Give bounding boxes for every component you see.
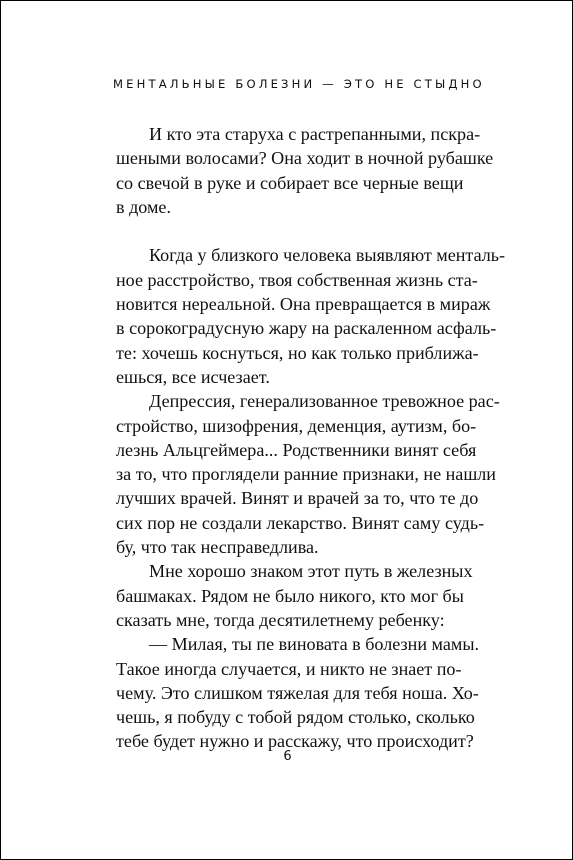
text-line: те: хочешь коснуться, но как только приближа- bbox=[116, 342, 479, 363]
page-number: 6 bbox=[283, 749, 292, 764]
running-header: МЕНТАЛЬНЫЕ БОЛЕЗНИ — ЭТО НЕ СТЫДНО bbox=[113, 77, 485, 91]
text-line: лучших врачей. Винят и врачей за то, что те до bbox=[116, 488, 479, 509]
body-text bbox=[116, 122, 506, 754]
text-line: ешься, все исчезает. bbox=[116, 366, 270, 387]
section-break bbox=[116, 219, 496, 243]
text-line: стройство, шизофрения, деменция, аутизм, бо- bbox=[116, 415, 477, 436]
text-line: Мне хорошо знаком этот путь в железных bbox=[149, 561, 473, 582]
text-line: шеными волосами? Она ходит в ночной рубашке bbox=[116, 148, 494, 169]
text-line: тебе будет нужно и расскажу, что происходит? bbox=[116, 731, 474, 752]
text-line: чешь, я побуду с тобой рядом столько, сколько bbox=[116, 707, 475, 728]
text-line: Когда у близкого человека выявляют менталь- bbox=[149, 245, 506, 266]
text-line: Депрессия, генерализованное тревожное рас- bbox=[149, 391, 500, 412]
text-line: сказать мне, тогда десятилетнему ребенку: bbox=[116, 609, 445, 630]
text-line: чему. Это слишком тяжелая для тебя ноша. Хо- bbox=[116, 682, 479, 703]
text-line: за то, что проглядели ранние признаки, не нашли bbox=[116, 464, 496, 485]
text-line: Такое иногда случается, и никто не знает по- bbox=[116, 658, 462, 679]
text-line: И кто эта старуха с растрепанными, пскра- bbox=[149, 124, 481, 144]
text-line: со свечой в руке и собирает все черные вещи bbox=[116, 172, 464, 193]
text-line: в доме. bbox=[116, 196, 171, 217]
text-line: сих пор не создали лекарство. Винят саму судь- bbox=[116, 512, 485, 533]
text-line: лезнь Альцгеймера... Родственники винят себя bbox=[116, 439, 477, 460]
text-line: — Милая, ты пе виновата в болезни мамы. bbox=[149, 634, 480, 655]
text-line: башмаках. Рядом не было никого, кто мог бы bbox=[116, 585, 464, 606]
text-line: в сорокоградусную жару на раскаленном асфаль- bbox=[116, 318, 497, 339]
text-line: ное расстройство, твоя собственная жизнь ста- bbox=[116, 269, 478, 290]
text-line: бу, что так несправедлива. bbox=[116, 537, 319, 558]
text-line: новится нереальной. Она превращается в мираж bbox=[116, 294, 491, 315]
